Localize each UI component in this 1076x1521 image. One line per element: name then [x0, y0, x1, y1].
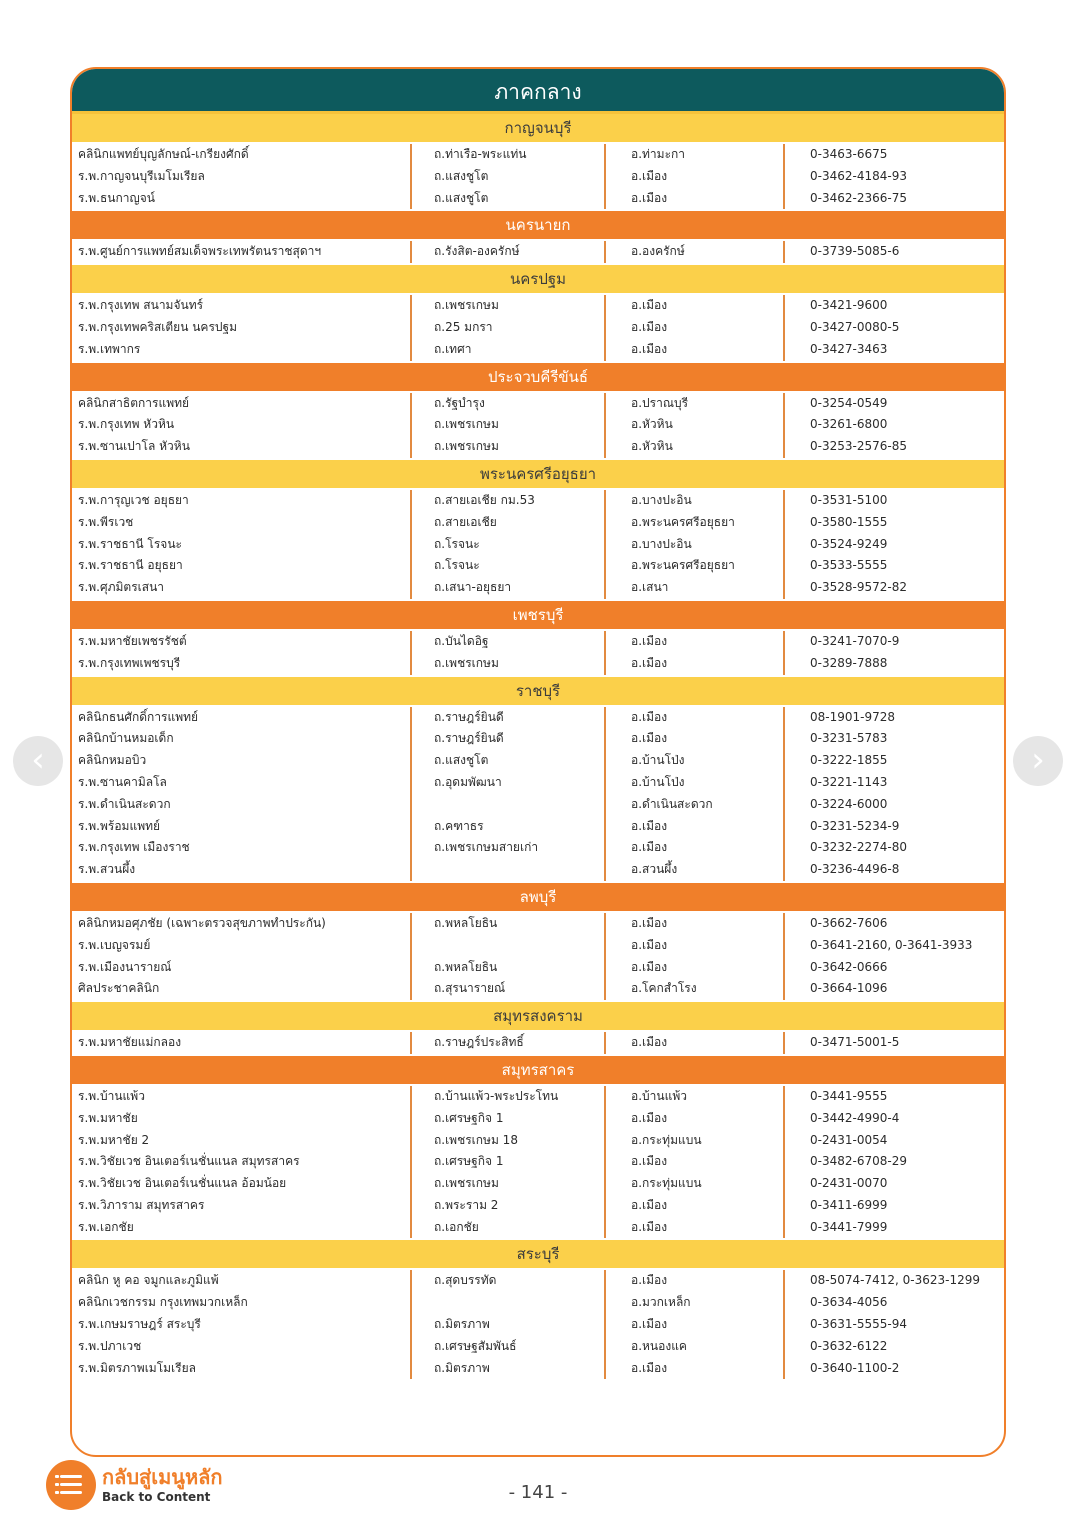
phone: 0-3289-7888	[810, 655, 888, 670]
phone: 0-3232-2274-80	[810, 840, 907, 855]
hospital-name: ร.พ.เทพากร	[72, 339, 412, 361]
district: อ.พระนครศรีอยุธยา	[606, 512, 785, 534]
phone: 0-3427-0080-5	[810, 319, 900, 334]
road: ถ.พหลโยธิน	[412, 913, 606, 935]
phone: 0-3231-5783	[810, 731, 888, 746]
district: อ.บ้านแพ้ว	[606, 1086, 785, 1108]
road: ถ.เพชรเกษม	[412, 295, 606, 317]
road: ถ.เพชรเกษม 18	[412, 1130, 606, 1152]
table-row	[72, 837, 1004, 859]
hospital-name: ร.พ.ราชธานี อยุธยา	[72, 555, 412, 577]
hospital-name: ร.พ.กรุงเทพ หัวหิน	[72, 414, 412, 436]
district: อ.เมือง	[606, 816, 785, 838]
phone: 0-3739-5085-6	[810, 244, 900, 259]
district: อ.โคกสำโรง	[606, 978, 785, 1000]
phone: 0-3580-1555	[810, 514, 888, 529]
hospital-name: ร.พ.พร้อมแพทย์	[72, 816, 412, 838]
province-rows	[72, 488, 1004, 601]
phone: 0-2431-0054	[810, 1132, 888, 1147]
road	[412, 935, 606, 957]
road	[412, 859, 606, 881]
phone: 08-5074-7412, 0-3623-1299	[810, 1273, 981, 1288]
hospital-name: ร.พ.กรุงเทพคริสเตียน นครปฐม	[72, 317, 412, 339]
phone: 0-3531-5100	[810, 492, 888, 507]
table-row	[72, 339, 1004, 361]
district: อ.กระทุ่มแบน	[606, 1173, 785, 1195]
province-header: นครปฐม	[72, 265, 1004, 293]
phone: 0-3662-7606	[810, 915, 888, 930]
district: อ.มวกเหล็ก	[606, 1292, 785, 1314]
phone: 0-3427-3463	[810, 341, 888, 356]
hospital-name: ศิลประชาคลินิก	[72, 978, 412, 1000]
phone: 0-3222-1855	[810, 753, 888, 768]
table-row	[72, 534, 1004, 556]
table-row	[72, 772, 1004, 794]
hospital-name: คลินิกบ้านหมอเด็ก	[72, 728, 412, 750]
hospital-name: ร.พ.ธนกาญจน์	[72, 188, 412, 210]
province-header: ประจวบคีรีขันธ์	[72, 363, 1004, 391]
road: ถ.ท่าเรือ-พระแท่น	[412, 144, 606, 166]
road: ถ.แสงชูโต	[412, 750, 606, 772]
phone: 0-3533-5555	[810, 558, 888, 573]
district: อ.บ้านโป่ง	[606, 772, 785, 794]
hospital-name: ร.พ.มิตรภาพเมโมเรียล	[72, 1358, 412, 1380]
hospital-name: ร.พ.มหาชัย 2	[72, 1130, 412, 1152]
district: อ.เมือง	[606, 837, 785, 859]
district: อ.เมือง	[606, 1032, 785, 1054]
hospital-name: ร.พ.กรุงเทพ สนามจันทร์	[72, 295, 412, 317]
phone: 0-3528-9572-82	[810, 580, 907, 595]
phone: 0-3261-6800	[810, 417, 888, 432]
district: อ.เมือง	[606, 295, 785, 317]
district: อ.หัวหิน	[606, 436, 785, 458]
hospital-name: ร.พ.กรุงเทพเพชรบุรี	[72, 653, 412, 675]
road: ถ.โรจนะ	[412, 555, 606, 577]
table-row	[72, 728, 1004, 750]
province-rows	[72, 391, 1004, 460]
hospital-name: คลินิกหมอบิว	[72, 750, 412, 772]
district: อ.เมือง	[606, 653, 785, 675]
phone: 08-1901-9728	[810, 709, 896, 724]
phone: 0-3442-4990-4	[810, 1110, 900, 1125]
road: ถ.ราษฎร์ยินดี	[412, 707, 606, 729]
province-rows	[72, 1084, 1004, 1241]
phone: 0-3471-5001-5	[810, 1035, 900, 1050]
road: ถ.พหลโยธิน	[412, 957, 606, 979]
district: อ.ท่ามะกา	[606, 144, 785, 166]
district: อ.เมือง	[606, 1270, 785, 1292]
phone: 0-3641-2160, 0-3641-3933	[810, 937, 973, 952]
table-row	[72, 750, 1004, 772]
province-header: สมุทรสาคร	[72, 1056, 1004, 1084]
phone: 0-3241-7070-9	[810, 633, 900, 648]
table-row	[72, 1195, 1004, 1217]
district: อ.หัวหิน	[606, 414, 785, 436]
table-row	[72, 707, 1004, 729]
district: อ.เมือง	[606, 339, 785, 361]
district: อ.เมือง	[606, 957, 785, 979]
district: อ.เมือง	[606, 935, 785, 957]
district: อ.เมือง	[606, 631, 785, 653]
province-rows	[72, 911, 1004, 1002]
phone: 0-3236-4496-8	[810, 862, 900, 877]
hospital-name: คลินิกธนศักดิ์การแพทย์	[72, 707, 412, 729]
hospital-name: คลินิกแพทย์บุญลักษณ์-เกรียงศักดิ์	[72, 144, 412, 166]
road: ถ.สุรนารายณ์	[412, 978, 606, 1000]
table-row	[72, 1151, 1004, 1173]
table-row	[72, 1217, 1004, 1239]
road	[412, 1292, 606, 1314]
road: ถ.เพชรเกษม	[412, 653, 606, 675]
hospital-name: ร.พ.การุญเวช อยุธยา	[72, 490, 412, 512]
table-row	[72, 631, 1004, 653]
hospital-name: ร.พ.กาญจนบุรีเมโมเรียล	[72, 166, 412, 188]
road: ถ.สายเอเชีย	[412, 512, 606, 534]
phone: 0-3463-6675	[810, 147, 888, 161]
phone: 0-3421-9600	[810, 298, 888, 313]
phone: 0-3221-1143	[810, 774, 888, 789]
table-row	[72, 957, 1004, 979]
hospital-name: ร.พ.ดำเนินสะดวก	[72, 794, 412, 816]
hospital-name: ร.พ.ปภาเวช	[72, 1336, 412, 1358]
road: ถ.มิตรภาพ	[412, 1358, 606, 1380]
province-header: พระนครศรีอยุธยา	[72, 460, 1004, 488]
district: อ.เมือง	[606, 1217, 785, 1239]
province-rows	[72, 293, 1004, 362]
province-rows	[72, 142, 1004, 211]
district: อ.เสนา	[606, 577, 785, 599]
district: อ.เมือง	[606, 1358, 785, 1380]
road: ถ.แสงชูโต	[412, 188, 606, 210]
phone: 0-3462-4184-93	[810, 168, 907, 183]
district: อ.องครักษ์	[606, 241, 785, 263]
road: ถ.บ้านแพ้ว-พระประโทน	[412, 1086, 606, 1108]
district: อ.เมือง	[606, 1314, 785, 1336]
phone: 0-3632-6122	[810, 1338, 888, 1353]
table-row	[72, 913, 1004, 935]
table-row	[72, 794, 1004, 816]
province-rows	[72, 1030, 1004, 1056]
district: อ.เมือง	[606, 166, 785, 188]
district: อ.บางปะอิน	[606, 534, 785, 556]
hospital-name: ร.พ.วิชัยเวช อินเตอร์เนชั่นแนล สมุทรสาคร	[72, 1151, 412, 1173]
province-header: ลพบุรี	[72, 883, 1004, 911]
district: อ.เมือง	[606, 1108, 785, 1130]
hospital-name: ร.พ.เอกชัย	[72, 1217, 412, 1239]
phone: 0-3664-1096	[810, 981, 888, 996]
table-row	[72, 1336, 1004, 1358]
district: อ.เมือง	[606, 188, 785, 210]
district: อ.เมือง	[606, 728, 785, 750]
hospital-name: ร.พ.เกษมราษฎร์ สระบุรี	[72, 1314, 412, 1336]
hospital-name: ร.พ.มหาชัยแม่กลอง	[72, 1032, 412, 1054]
next-page-arrow-icon[interactable]: ›	[1013, 736, 1063, 786]
district: อ.เมือง	[606, 1195, 785, 1217]
table-row	[72, 1130, 1004, 1152]
road: ถ.เพชรเกษมสายเก่า	[412, 837, 606, 859]
table-row	[72, 490, 1004, 512]
phone: 0-3642-0666	[810, 959, 888, 974]
district: อ.เมือง	[606, 707, 785, 729]
hospital-name: คลินิกสาธิตการแพทย์	[72, 393, 412, 415]
hospital-name: คลินิกเวชกรรม กรุงเทพมวกเหล็ก	[72, 1292, 412, 1314]
road: ถ.เทศา	[412, 339, 606, 361]
table-row	[72, 188, 1004, 210]
hospital-name: ร.พ.ซานคามิลโล	[72, 772, 412, 794]
table-row	[72, 1358, 1004, 1380]
phone: 0-3462-2366-75	[810, 190, 907, 205]
table-row	[72, 1173, 1004, 1195]
page-number: - 141 -	[508, 1482, 568, 1503]
table-row	[72, 577, 1004, 599]
province-rows	[72, 705, 1004, 883]
hospital-name: ร.พ.วิภาราม สมุทรสาคร	[72, 1195, 412, 1217]
district: อ.หนองแค	[606, 1336, 785, 1358]
road: ถ.เพชรเกษม	[412, 1173, 606, 1195]
road: ถ.เศรษฐสัมพันธ์	[412, 1336, 606, 1358]
table-row	[72, 295, 1004, 317]
province-rows	[72, 239, 1004, 265]
table-row	[72, 1086, 1004, 1108]
hospital-name: ร.พ.ซานเปาโล หัวหิน	[72, 436, 412, 458]
table-row	[72, 1108, 1004, 1130]
road: ถ.โรจนะ	[412, 534, 606, 556]
province-header: ราชบุรี	[72, 677, 1004, 705]
table-row	[72, 317, 1004, 339]
province-header: กาญจนบุรี	[72, 114, 1004, 142]
road: ถ.คฑาธร	[412, 816, 606, 838]
hospital-name: ร.พ.มหาชัย	[72, 1108, 412, 1130]
district: อ.กระทุ่มแบน	[606, 1130, 785, 1152]
hospital-name: ร.พ.ศุภมิตรเสนา	[72, 577, 412, 599]
road: ถ.เพชรเกษม	[412, 436, 606, 458]
back-label-thai: กลับสู่เมนูหลัก	[102, 1465, 223, 1489]
back-label-english: Back to Content	[102, 1490, 211, 1504]
table-row	[72, 241, 1004, 263]
road: ถ.ราษฎร์ยินดี	[412, 728, 606, 750]
table-row	[72, 166, 1004, 188]
road: ถ.บันไดอิฐ	[412, 631, 606, 653]
road: ถ.แสงชูโต	[412, 166, 606, 188]
road	[412, 794, 606, 816]
phone: 0-3482-6708-29	[810, 1154, 907, 1169]
district: อ.ปราณบุรี	[606, 393, 785, 415]
road: ถ.ราษฎร์ประสิทธิ์	[412, 1032, 606, 1054]
road: ถ.เศรษฐกิจ 1	[412, 1108, 606, 1130]
hospital-name: ร.พ.มหาชัยเพชรรัชต์	[72, 631, 412, 653]
phone: 0-3224-6000	[810, 796, 888, 811]
hospital-name: ร.พ.ราชธานี โรจนะ	[72, 534, 412, 556]
province-rows	[72, 1268, 1004, 1381]
road: ถ.อุดมพัฒนา	[412, 772, 606, 794]
road: ถ.รัฐบำรุง	[412, 393, 606, 415]
road: ถ.รังสิต-องครักษ์	[412, 241, 606, 263]
hospital-name: คลินิก หู คอ จมูกและภูมิแพ้	[72, 1270, 412, 1292]
table-row	[72, 816, 1004, 838]
phone: 0-3634-4056	[810, 1295, 888, 1310]
hospital-name: ร.พ.เบญจรมย์	[72, 935, 412, 957]
table-row	[72, 393, 1004, 415]
district: อ.บ้านโป่ง	[606, 750, 785, 772]
province-header: นครนายก	[72, 211, 1004, 239]
table-row	[72, 1032, 1004, 1054]
phone: 0-3524-9249	[810, 536, 888, 551]
hospital-name: ร.พ.พีรเวช	[72, 512, 412, 534]
road: ถ.เอกชัย	[412, 1217, 606, 1239]
hospital-directory-card	[70, 67, 1006, 1457]
previous-page-arrow-icon[interactable]: ‹	[13, 736, 63, 786]
table-row	[72, 144, 1004, 166]
district: อ.บางปะอิน	[606, 490, 785, 512]
district: อ.พระนครศรีอยุธยา	[606, 555, 785, 577]
road: ถ.มิตรภาพ	[412, 1314, 606, 1336]
table-row	[72, 555, 1004, 577]
province-header: สมุทรสงคราม	[72, 1002, 1004, 1030]
table-row	[72, 935, 1004, 957]
phone: 0-3631-5555-94	[810, 1317, 907, 1332]
table-row	[72, 859, 1004, 881]
hospital-name: คลินิกหมอศุภชัย (เฉพาะตรวจสุขภาพทำประกัน)	[72, 913, 412, 935]
table-row	[72, 512, 1004, 534]
phone: 0-3411-6999	[810, 1197, 888, 1212]
phone: 0-3231-5234-9	[810, 818, 900, 833]
directory-table	[72, 114, 1004, 1381]
table-row	[72, 414, 1004, 436]
phone: 0-3253-2576-85	[810, 439, 907, 454]
table-row	[72, 1270, 1004, 1292]
hospital-name: ร.พ.เมืองนารายณ์	[72, 957, 412, 979]
road: ถ.เสนา-อยุธยา	[412, 577, 606, 599]
hospital-name: ร.พ.สวนผึ้ง	[72, 859, 412, 881]
district: อ.เมือง	[606, 1151, 785, 1173]
hospital-name: ร.พ.ศูนย์การแพทย์สมเด็จพระเทพรัตนราชสุดาฯ	[72, 241, 412, 263]
district: อ.เมือง	[606, 913, 785, 935]
phone: 0-3441-9555	[810, 1088, 888, 1103]
hospital-name: ร.พ.กรุงเทพ เมืองราช	[72, 837, 412, 859]
province-rows	[72, 629, 1004, 677]
road: ถ.พระราม 2	[412, 1195, 606, 1217]
district: อ.สวนผึ้ง	[606, 859, 785, 881]
district: อ.เมือง	[606, 317, 785, 339]
district: อ.ดำเนินสะดวก	[606, 794, 785, 816]
road: ถ.เพชรเกษม	[412, 414, 606, 436]
road: ถ.สุดบรรทัด	[412, 1270, 606, 1292]
table-row	[72, 1292, 1004, 1314]
phone: 0-3441-7999	[810, 1219, 888, 1234]
phone: 0-2431-0070	[810, 1176, 888, 1191]
hospital-name: ร.พ.วิชัยเวช อินเตอร์เนชั่นแนล อ้อมน้อย	[72, 1173, 412, 1195]
table-row	[72, 436, 1004, 458]
phone: 0-3640-1100-2	[810, 1360, 900, 1375]
province-header: เพชรบุรี	[72, 601, 1004, 629]
region-title: ภาคกลาง	[72, 69, 1004, 114]
road: ถ.สายเอเชีย กม.53	[412, 490, 606, 512]
road: ถ.25 มกรา	[412, 317, 606, 339]
province-header: สระบุรี	[72, 1240, 1004, 1268]
hospital-name: ร.พ.บ้านแพ้ว	[72, 1086, 412, 1108]
road: ถ.เศรษฐกิจ 1	[412, 1151, 606, 1173]
table-row	[72, 1314, 1004, 1336]
table-row	[72, 978, 1004, 1000]
phone: 0-3254-0549	[810, 395, 888, 410]
table-row	[72, 653, 1004, 675]
